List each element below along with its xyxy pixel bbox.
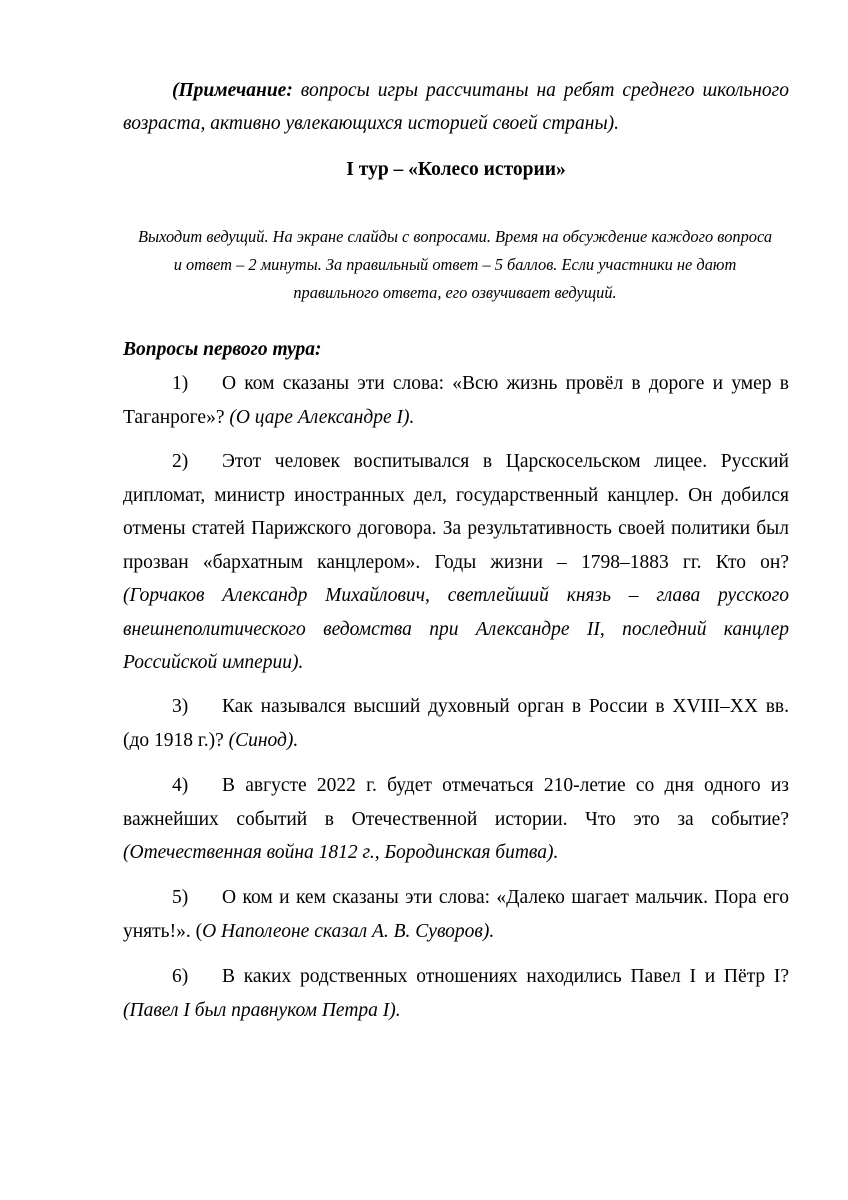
question-text: О ком и кем сказаны эти слова: «Далеко шагает мальчик. Пора его унять!». ( — [123, 887, 789, 942]
intro-line-2: и ответ – 2 минуты. За правильный ответ – 5 баллов. Если участники не дают — [173, 255, 737, 274]
question-answer: (Горчаков Александр Михайлович, светлейший князь – глава русского внешнеполитического ведомства при Александре II, последний канцлер Российской империи). — [123, 585, 789, 673]
question-number: 2) — [172, 451, 189, 472]
round-title: I тур – «Колесо истории» — [346, 159, 566, 180]
question-number: 4) — [172, 775, 189, 796]
question-answer: (Отечественная война 1812 г., Бородинская битва). — [123, 842, 559, 863]
question-number: 3) — [172, 696, 189, 717]
question-answer: (Синод). — [228, 729, 299, 751]
question-2 — [123, 445, 789, 680]
question-number: 5) — [172, 887, 189, 908]
note-text: вопросы игры рассчитаны на ребят среднего школьного возраста, активно увлекающихся историей своей страны). — [123, 80, 789, 134]
question-answer: (О царе Александре I). — [229, 406, 415, 428]
question-5 — [123, 881, 789, 948]
question-answer: О Наполеоне сказал А. В. Суворов). — [202, 920, 495, 942]
intro-paragraph — [118, 223, 792, 307]
section-title: Вопросы первого тура: — [123, 339, 322, 360]
question-number: 1) — [172, 373, 189, 394]
question-answer: (Павел I был правнуком Петра I). — [123, 999, 401, 1021]
question-4 — [123, 769, 789, 870]
question-1 — [123, 367, 789, 434]
question-text: Как назывался высший духовный орган в России в XVIII–XX вв. (до 1918 г.)? — [123, 696, 789, 751]
question-3 — [123, 690, 789, 757]
note-label: (Примечание: — [172, 80, 293, 101]
note-paragraph — [123, 74, 789, 140]
question-text: В августе 2022 г. будет отмечаться 210-летие со дня одного из важнейших событий в Отечественной истории. Что это за событие? — [123, 775, 789, 830]
question-number: 6) — [172, 966, 189, 987]
intro-line-3: правильного ответа, его озвучивает ведущий. — [293, 283, 617, 302]
question-text: О ком сказаны эти слова: «Всю жизнь провёл в дороге и умер в Таганроге»? — [123, 373, 789, 428]
intro-line-1: Выходит ведущий. На экране слайды с вопросами. Время на обсуждение каждого вопроса — [137, 227, 773, 246]
question-6 — [123, 960, 789, 1027]
question-text: Этот человек воспитывался в Царскосельском лицее. Русский дипломат, министр иностранных дел, государственный канцлер. Он добился отмены статей Парижского договора. За результативность своей политики был прозван «бархатным канцлером». Годы жизни – 1798–1883 гг. Кто он? — [123, 451, 789, 573]
question-text: В каких родственных отношениях находились Павел I и Пётр I? — [222, 966, 789, 987]
